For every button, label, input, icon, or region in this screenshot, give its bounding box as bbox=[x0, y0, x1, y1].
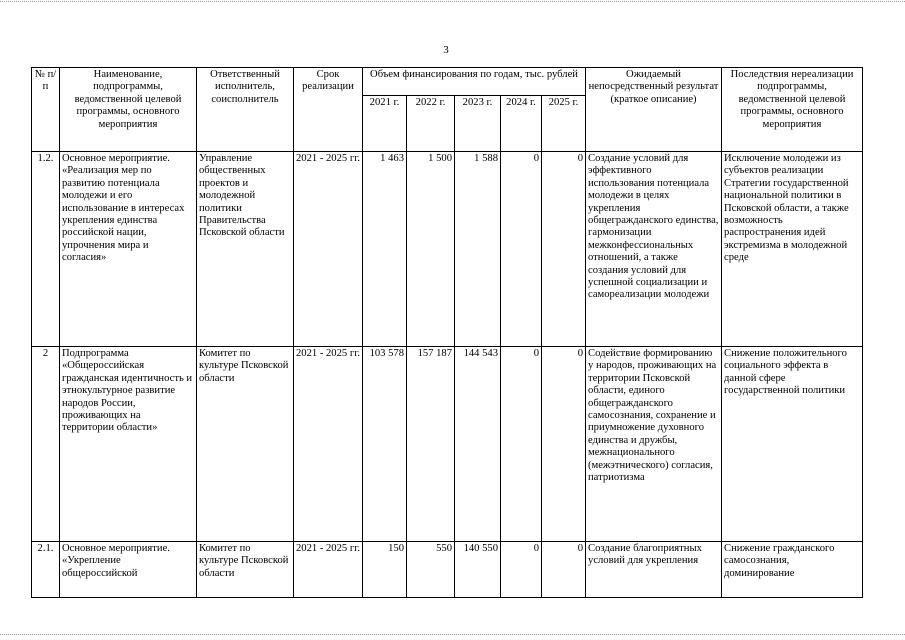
row-num: 1.2. bbox=[32, 152, 60, 347]
row-term: 2021 - 2025 гг. bbox=[294, 152, 363, 347]
header-year: 2021 г. bbox=[363, 96, 407, 152]
table-row bbox=[32, 347, 863, 542]
scan-edge-bottom bbox=[0, 634, 905, 635]
row-amount: 550 bbox=[407, 542, 455, 598]
scan-edge-top bbox=[0, 1, 905, 2]
row-consequences: Исключение молодежи из субъектов реализации Стратегии государственной национальной политики в Псковской области, а также возможность распространения идей экстремизма в молодежной среде bbox=[722, 152, 863, 347]
header-row bbox=[32, 68, 863, 96]
row-amount: 0 bbox=[501, 347, 542, 542]
row-consequences: Снижение гражданского самосознания, доминирование bbox=[722, 542, 863, 598]
row-name: Основное мероприятие. «Реализация мер по развитию потенциала молодежи и его использование в интересах укрепления единства российской нации, упрочнения мира и согласия» bbox=[60, 152, 197, 347]
row-amount: 0 bbox=[542, 542, 586, 598]
program-table bbox=[31, 67, 863, 598]
header-name: Наименование, подпрограммы, ведомственной целевой программы, основного мероприятия bbox=[60, 68, 197, 152]
header-result: Ожидаемый непосредственный результат (краткое описание) bbox=[586, 68, 722, 152]
row-amount: 1 588 bbox=[455, 152, 501, 347]
row-amount: 0 bbox=[542, 347, 586, 542]
header-num: № п/п bbox=[32, 68, 60, 152]
row-amount: 103 578 bbox=[363, 347, 407, 542]
row-result: Создание благоприятных условий для укрепления bbox=[586, 542, 722, 598]
row-num: 2.1. bbox=[32, 542, 60, 598]
row-responsible: Комитет по культуре Псковской области bbox=[197, 542, 294, 598]
header-year: 2024 г. bbox=[501, 96, 542, 152]
header-year: 2022 г. bbox=[407, 96, 455, 152]
row-amount: 1 463 bbox=[363, 152, 407, 347]
row-num: 2 bbox=[32, 347, 60, 542]
table-row bbox=[32, 152, 863, 347]
header-term: Срок реализации bbox=[294, 68, 363, 152]
header-year: 2023 г. bbox=[455, 96, 501, 152]
header-year: 2025 г. bbox=[542, 96, 586, 152]
header-consequences: Последствия нереализации подпрограммы, ведомственной целевой программы, основного мероприятия bbox=[722, 68, 863, 152]
row-amount: 140 550 bbox=[455, 542, 501, 598]
row-amount: 157 187 bbox=[407, 347, 455, 542]
row-amount: 1 500 bbox=[407, 152, 455, 347]
row-amount: 150 bbox=[363, 542, 407, 598]
row-result: Создание условий для эффективного использования потенциала молодежи в целях укрепления общегражданского единства, гармонизации межконфессиональных отношений, а также создания условий для успешной социализации и самореализации молодежи bbox=[586, 152, 722, 347]
row-name: Основное мероприятие. «Укрепление общероссийской bbox=[60, 542, 197, 598]
row-amount: 0 bbox=[501, 152, 542, 347]
row-term: 2021 - 2025 гг. bbox=[294, 542, 363, 598]
row-consequences: Снижение положительного социального эффекта в данной сфере государственной политики bbox=[722, 347, 863, 542]
row-amount: 0 bbox=[501, 542, 542, 598]
row-amount: 144 543 bbox=[455, 347, 501, 542]
row-responsible: Управление общественных проектов и молодежной политики Правительства Псковской области bbox=[197, 152, 294, 347]
row-amount: 0 bbox=[542, 152, 586, 347]
row-result: Содействие формированию у народов, проживающих на территории Псковской области, единого общегражданского самосознания, сохранение и приумножение духовного единства и дружбы, межнационального (межэтнического) согласия, патриотизма bbox=[586, 347, 722, 542]
table-row bbox=[32, 542, 863, 598]
header-funding: Объем финансирования по годам, тыс. рублей bbox=[363, 68, 586, 96]
row-responsible: Комитет по культуре Псковской области bbox=[197, 347, 294, 542]
header-responsible: Ответственный исполнитель, соисполнитель bbox=[197, 68, 294, 152]
page-number: 3 bbox=[443, 44, 449, 56]
row-term: 2021 - 2025 гг. bbox=[294, 347, 363, 542]
row-name: Подпрограмма «Общероссийская гражданская идентичность и этнокультурное развитие народов России, проживающих на территории области» bbox=[60, 347, 197, 542]
